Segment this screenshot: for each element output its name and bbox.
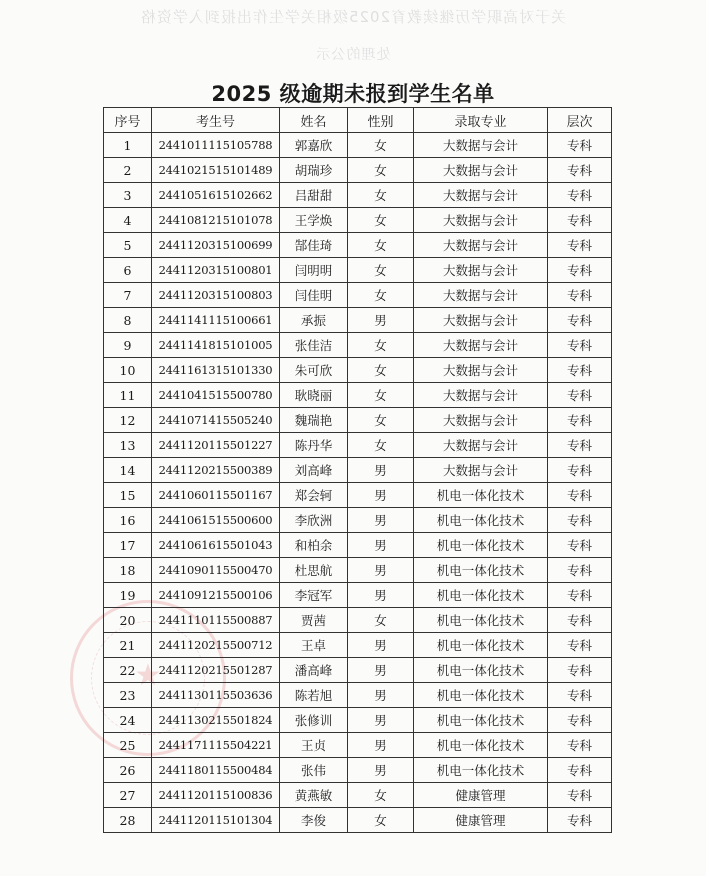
cell-major: 大数据与会计 [414, 433, 548, 458]
cell-major: 机电一体化技术 [414, 733, 548, 758]
cell-name: 张修训 [280, 708, 348, 733]
cell-level: 专科 [548, 683, 612, 708]
cell-major: 大数据与会计 [414, 308, 548, 333]
cell-major: 大数据与会计 [414, 133, 548, 158]
overdue-student-table [103, 107, 612, 833]
cell-major: 机电一体化技术 [414, 633, 548, 658]
table-row [104, 333, 612, 358]
table-row [104, 608, 612, 633]
cell-name: 闫明明 [280, 258, 348, 283]
cell-gender: 男 [348, 308, 414, 333]
cell-exam-number: 2441120115501227 [152, 433, 280, 458]
cell-gender: 女 [348, 808, 414, 833]
cell-name: 贾茜 [280, 608, 348, 633]
cell-exam-number: 2441051615102662 [152, 183, 280, 208]
cell-gender: 女 [348, 783, 414, 808]
cell-index: 2 [104, 158, 152, 183]
cell-major: 大数据与会计 [414, 333, 548, 358]
cell-level: 专科 [548, 358, 612, 383]
cell-major: 大数据与会计 [414, 258, 548, 283]
cell-exam-number: 2441071415505240 [152, 408, 280, 433]
cell-major: 机电一体化技术 [414, 658, 548, 683]
cell-gender: 女 [348, 408, 414, 433]
header-gender: 性别 [348, 108, 414, 133]
cell-major: 机电一体化技术 [414, 758, 548, 783]
show-through-heading-line-2: 处理的公示 [315, 47, 391, 63]
cell-name: 李欣洲 [280, 508, 348, 533]
cell-exam-number: 2441061615501043 [152, 533, 280, 558]
cell-name: 王学焕 [280, 208, 348, 233]
table-row [104, 358, 612, 383]
cell-exam-number: 2441061515500600 [152, 508, 280, 533]
cell-index: 25 [104, 733, 152, 758]
cell-index: 18 [104, 558, 152, 583]
cell-index: 5 [104, 233, 152, 258]
cell-exam-number: 2441180115500484 [152, 758, 280, 783]
cell-index: 1 [104, 133, 152, 158]
cell-gender: 男 [348, 733, 414, 758]
seal-star-icon: ★ [134, 658, 162, 693]
table-row [104, 708, 612, 733]
cell-major: 机电一体化技术 [414, 583, 548, 608]
cell-gender: 男 [348, 708, 414, 733]
table-row [104, 683, 612, 708]
cell-index: 26 [104, 758, 152, 783]
cell-level: 专科 [548, 283, 612, 308]
cell-gender: 女 [348, 283, 414, 308]
cell-exam-number: 2441110115500887 [152, 608, 280, 633]
cell-major: 大数据与会计 [414, 408, 548, 433]
header-major: 录取专业 [414, 108, 548, 133]
cell-gender: 男 [348, 583, 414, 608]
cell-index: 23 [104, 683, 152, 708]
cell-name: 杜思航 [280, 558, 348, 583]
cell-index: 16 [104, 508, 152, 533]
cell-index: 12 [104, 408, 152, 433]
cell-exam-number: 2441141815101005 [152, 333, 280, 358]
cell-gender: 男 [348, 758, 414, 783]
table-row [104, 383, 612, 408]
show-through-heading: 关于对高职学历继续教育2025级相关学生作出报到入学资格 [139, 8, 567, 26]
cell-major: 大数据与会计 [414, 358, 548, 383]
cell-index: 22 [104, 658, 152, 683]
cell-level: 专科 [548, 583, 612, 608]
cell-major: 机电一体化技术 [414, 533, 548, 558]
cell-index: 17 [104, 533, 152, 558]
cell-exam-number: 2441041515500780 [152, 383, 280, 408]
table-row [104, 658, 612, 683]
cell-level: 专科 [548, 258, 612, 283]
cell-name: 黄燕敏 [280, 783, 348, 808]
cell-major: 机电一体化技术 [414, 508, 548, 533]
cell-exam-number: 2441060115501167 [152, 483, 280, 508]
cell-gender: 女 [348, 358, 414, 383]
cell-major: 机电一体化技术 [414, 558, 548, 583]
cell-level: 专科 [548, 783, 612, 808]
cell-major: 机电一体化技术 [414, 483, 548, 508]
table-row [104, 233, 612, 258]
cell-level: 专科 [548, 558, 612, 583]
table-row [104, 633, 612, 658]
cell-level: 专科 [548, 483, 612, 508]
cell-major: 大数据与会计 [414, 158, 548, 183]
cell-level: 专科 [548, 183, 612, 208]
cell-name: 和柏余 [280, 533, 348, 558]
cell-exam-number: 2441120215500389 [152, 458, 280, 483]
cell-name: 朱可欣 [280, 358, 348, 383]
cell-gender: 男 [348, 508, 414, 533]
cell-exam-number: 2441161315101330 [152, 358, 280, 383]
cell-index: 9 [104, 333, 152, 358]
cell-exam-number: 2441081215101078 [152, 208, 280, 233]
cell-major: 健康管理 [414, 808, 548, 833]
cell-gender: 女 [348, 208, 414, 233]
cell-exam-number: 2441130215501824 [152, 708, 280, 733]
cell-index: 13 [104, 433, 152, 458]
cell-name: 郜佳琦 [280, 233, 348, 258]
cell-name: 李俊 [280, 808, 348, 833]
cell-major: 机电一体化技术 [414, 608, 548, 633]
table-row [104, 308, 612, 333]
page-title: 2025 级逾期未报到学生名单 [211, 82, 495, 106]
header-index: 序号 [104, 108, 152, 133]
cell-exam-number: 2441120315100801 [152, 258, 280, 283]
cell-index: 8 [104, 308, 152, 333]
cell-gender: 女 [348, 158, 414, 183]
cell-name: 耿晓丽 [280, 383, 348, 408]
table-row [104, 483, 612, 508]
cell-gender: 男 [348, 558, 414, 583]
cell-major: 大数据与会计 [414, 383, 548, 408]
cell-gender: 女 [348, 383, 414, 408]
cell-gender: 女 [348, 183, 414, 208]
table-row [104, 508, 612, 533]
cell-exam-number: 2441120115100836 [152, 783, 280, 808]
cell-exam-number: 2441090115500470 [152, 558, 280, 583]
cell-gender: 男 [348, 483, 414, 508]
cell-exam-number: 2441130115503636 [152, 683, 280, 708]
cell-level: 专科 [548, 508, 612, 533]
header-name: 姓名 [280, 108, 348, 133]
table-row [104, 183, 612, 208]
cell-index: 4 [104, 208, 152, 233]
cell-gender: 女 [348, 233, 414, 258]
cell-major: 健康管理 [414, 783, 548, 808]
cell-level: 专科 [548, 433, 612, 458]
cell-name: 魏瑞艳 [280, 408, 348, 433]
table-row [104, 733, 612, 758]
cell-level: 专科 [548, 758, 612, 783]
cell-name: 陈若旭 [280, 683, 348, 708]
cell-level: 专科 [548, 208, 612, 233]
cell-name: 王贞 [280, 733, 348, 758]
cell-major: 机电一体化技术 [414, 708, 548, 733]
table-row [104, 133, 612, 158]
cell-level: 专科 [548, 308, 612, 333]
cell-name: 张佳洁 [280, 333, 348, 358]
table-row [104, 158, 612, 183]
cell-level: 专科 [548, 733, 612, 758]
cell-level: 专科 [548, 633, 612, 658]
cell-name: 张伟 [280, 758, 348, 783]
table-row [104, 258, 612, 283]
cell-major: 大数据与会计 [414, 233, 548, 258]
header-exam-number: 考生号 [152, 108, 280, 133]
table-row [104, 533, 612, 558]
cell-gender: 女 [348, 608, 414, 633]
cell-level: 专科 [548, 408, 612, 433]
cell-level: 专科 [548, 133, 612, 158]
cell-name: 闫佳明 [280, 283, 348, 308]
cell-name: 刘高峰 [280, 458, 348, 483]
table-row [104, 808, 612, 833]
table-row [104, 408, 612, 433]
cell-name: 王卓 [280, 633, 348, 658]
cell-index: 10 [104, 358, 152, 383]
cell-name: 郭嘉欣 [280, 133, 348, 158]
cell-major: 大数据与会计 [414, 283, 548, 308]
table-row [104, 208, 612, 233]
table-header-row [104, 108, 612, 133]
cell-index: 14 [104, 458, 152, 483]
cell-exam-number: 2441171115504221 [152, 733, 280, 758]
cell-level: 专科 [548, 708, 612, 733]
cell-index: 20 [104, 608, 152, 633]
cell-index: 7 [104, 283, 152, 308]
cell-index: 27 [104, 783, 152, 808]
cell-level: 专科 [548, 383, 612, 408]
cell-index: 24 [104, 708, 152, 733]
cell-exam-number: 2441120215501287 [152, 658, 280, 683]
cell-level: 专科 [548, 658, 612, 683]
table-row [104, 783, 612, 808]
cell-gender: 男 [348, 633, 414, 658]
cell-exam-number: 2441021515101489 [152, 158, 280, 183]
cell-level: 专科 [548, 158, 612, 183]
cell-index: 11 [104, 383, 152, 408]
header-level: 层次 [548, 108, 612, 133]
cell-gender: 女 [348, 133, 414, 158]
cell-gender: 女 [348, 433, 414, 458]
table-row [104, 558, 612, 583]
cell-major: 大数据与会计 [414, 183, 548, 208]
cell-major: 大数据与会计 [414, 208, 548, 233]
cell-exam-number: 2441120115101304 [152, 808, 280, 833]
table-body [104, 133, 612, 833]
cell-level: 专科 [548, 233, 612, 258]
cell-index: 3 [104, 183, 152, 208]
cell-gender: 男 [348, 683, 414, 708]
cell-index: 28 [104, 808, 152, 833]
cell-index: 21 [104, 633, 152, 658]
table-row [104, 283, 612, 308]
cell-exam-number: 2441141115100661 [152, 308, 280, 333]
cell-gender: 女 [348, 258, 414, 283]
cell-level: 专科 [548, 458, 612, 483]
cell-exam-number: 2441120215500712 [152, 633, 280, 658]
cell-level: 专科 [548, 808, 612, 833]
cell-index: 6 [104, 258, 152, 283]
cell-name: 承振 [280, 308, 348, 333]
cell-major: 机电一体化技术 [414, 683, 548, 708]
cell-gender: 男 [348, 658, 414, 683]
cell-name: 李冠军 [280, 583, 348, 608]
table-row [104, 433, 612, 458]
cell-gender: 女 [348, 333, 414, 358]
cell-level: 专科 [548, 533, 612, 558]
cell-exam-number: 2441120315100699 [152, 233, 280, 258]
cell-exam-number: 2441011115105788 [152, 133, 280, 158]
cell-gender: 男 [348, 533, 414, 558]
cell-level: 专科 [548, 608, 612, 633]
table-row [104, 458, 612, 483]
table-row [104, 758, 612, 783]
cell-index: 19 [104, 583, 152, 608]
cell-exam-number: 2441091215500106 [152, 583, 280, 608]
cell-name: 郑会轲 [280, 483, 348, 508]
cell-level: 专科 [548, 333, 612, 358]
cell-name: 陈丹华 [280, 433, 348, 458]
cell-major: 大数据与会计 [414, 458, 548, 483]
cell-gender: 男 [348, 458, 414, 483]
cell-index: 15 [104, 483, 152, 508]
table-row [104, 583, 612, 608]
cell-name: 吕甜甜 [280, 183, 348, 208]
cell-name: 潘高峰 [280, 658, 348, 683]
cell-exam-number: 2441120315100803 [152, 283, 280, 308]
cell-name: 胡瑞珍 [280, 158, 348, 183]
